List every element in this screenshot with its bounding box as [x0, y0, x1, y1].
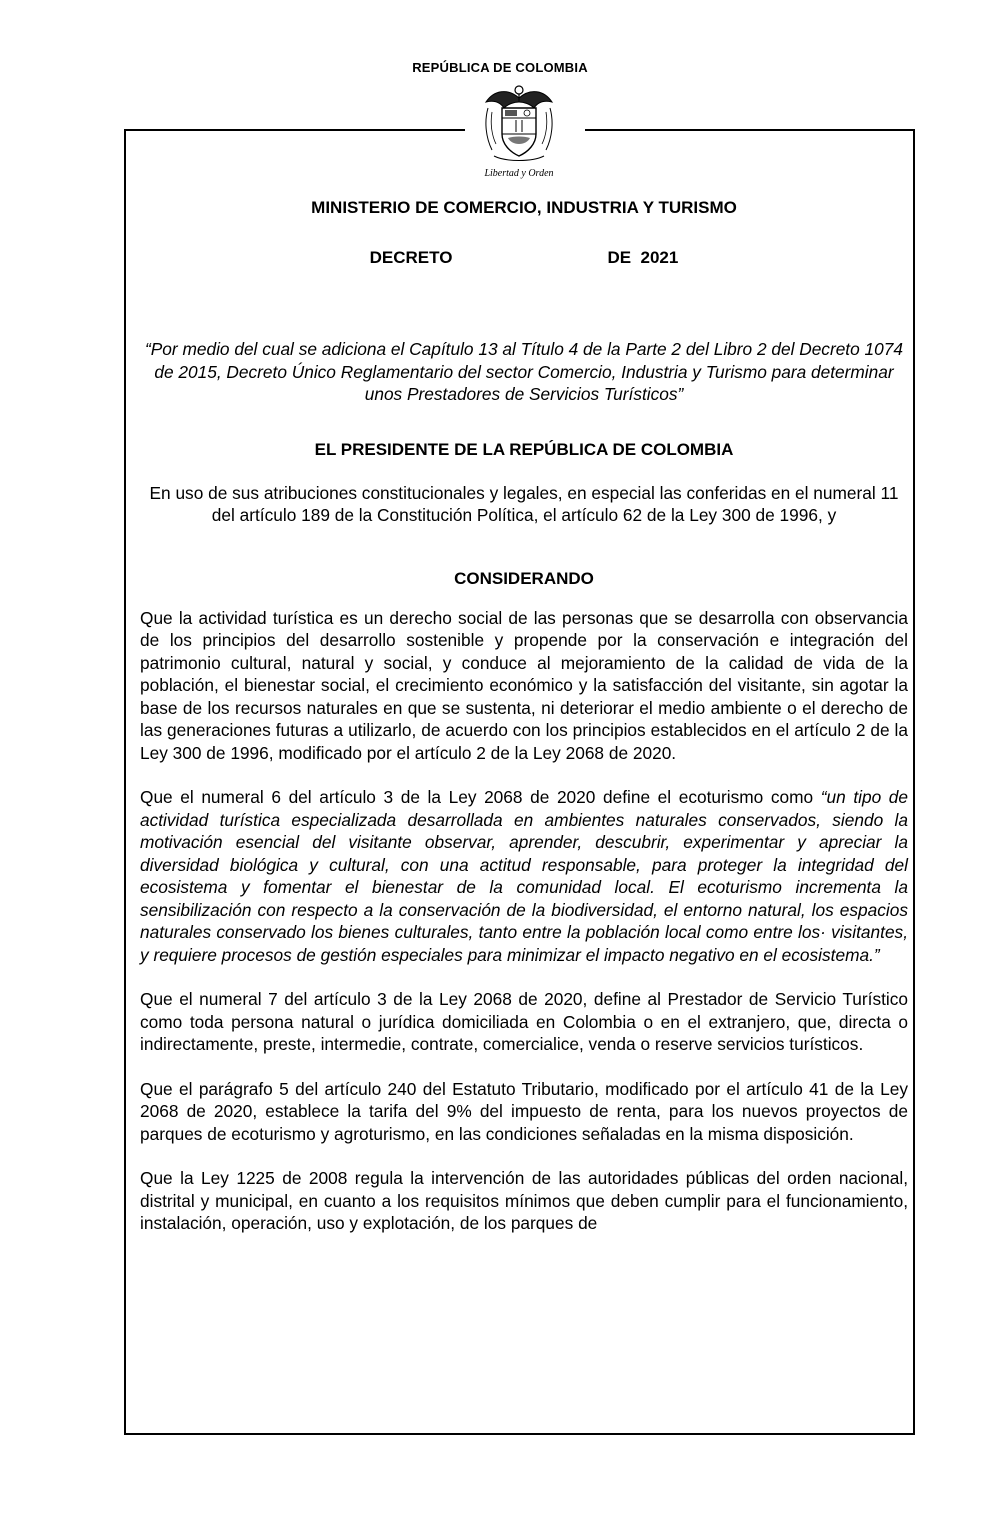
ecotourism-definition-quote: “un tipo de actividad turística especializada desarrollada en ambientes naturales conservados, siendo la motivación esencial del visitante observar, aprender, descubrir, experimentar y apreciar la diversidad biológica y cultural, con una actitud responsable, para proteger la integridad del ecosistema y fomentar el bienestar de la comunidad local. El ecoturismo incrementa la sensibilización con respecto a la conservación de la biodiversidad, el entorno natural, los espacios naturales conservado los bienes culturales, tanto entre la población local como entre los· visitantes, y requiere procesos de gestión especiales para minimizar el impacto negativo en el ecosistema.” — [140, 787, 909, 965]
decree-year: DE 2021 — [607, 248, 679, 267]
condor-shield-icon — [478, 82, 560, 168]
republic-header: REPÚBLICA DE COLOMBIA — [412, 60, 588, 75]
coat-of-arms — [478, 82, 560, 186]
considering-paragraph-1: Que la actividad turística es un derecho social de las personas que se desarrolla con observancia de los principios del desarrollo sostenible y propende por la conservación e integración del patrimonio cultural, natural y social, y conduce al mejoramiento de la calidad de vida de la población, el bienestar social, el crecimiento económico y la satisfacción del visitante, sin agotar la base de los recursos naturales en que se sustenta, ni deteriorar el medio ambiente o el derecho de las generaciones futuras a utilizarlo, de acuerdo con los principios establecidos en el artículo 2 de la Ley 300 de 1996, modificado por el artículo 2 de la Ley 2068 de 2020. — [140, 607, 908, 763]
seal-motto: Libertad y Orden — [484, 168, 554, 179]
decree-subject: “Por medio del cual se adiciona el Capítulo 13 al Título 4 de la Parte 2 del Libro 2 del Decreto 1074 de 2015, Decreto Único Reglamentario del sector Comercio, Industria y Turismo para determinar unos Prestadores de Servicios Turísticos” — [145, 339, 903, 404]
considering-paragraph-3: Que el numeral 7 del artículo 3 de la Ley 2068 de 2020, define al Prestador de Servicio Turístico como toda persona natural o jurídica domiciliada en Colombia o en el extranjero, que, directa o indirectamente, preste, intermedie, contrate, comercialice, venda o reserve servicios turísticos. — [140, 989, 908, 1054]
paragraph-2-intro: Que el numeral 6 del artículo 3 de la Ley 2068 de 2020 define el ecoturismo como — [140, 787, 821, 807]
powers-paragraph: En uso de sus atribuciones constitucionales y legales, en especial las conferidas en el numeral 11 del artículo 189 de la Constitución Política, el artículo 62 de la Ley 300 de 1996, y — [149, 482, 899, 525]
considering-heading: CONSIDERANDO — [454, 568, 594, 588]
ministry-title: MINISTERIO DE COMERCIO, INDUSTRIA Y TURISMO — [311, 198, 737, 217]
considering-paragraph-2 — [140, 786, 908, 966]
considering-paragraph-5: Que la Ley 1225 de 2008 regula la intervención de las autoridades públicas del orden nacional, distrital y municipal, en cuanto a los requisitos mínimos que deben cumplir para el funcionamiento, instalación, operación, uso y explotación, de los parques de — [140, 1168, 908, 1233]
decree-label: DECRETO — [369, 248, 453, 267]
president-heading: EL PRESIDENTE DE LA REPÚBLICA DE COLOMBIA — [314, 439, 734, 459]
document-body — [140, 198, 908, 1235]
considering-paragraph-4: Que el parágrafo 5 del artículo 240 del Estatuto Tributario, modificado por el artículo 41 de la Ley 2068 de 2020, establece la tarifa del 9% del impuesto de renta, para los nuevos proyectos de parques de ecoturismo y agroturismo, en las condiciones señaladas en la misma disposición. — [140, 1078, 908, 1144]
decree-line — [140, 248, 908, 268]
